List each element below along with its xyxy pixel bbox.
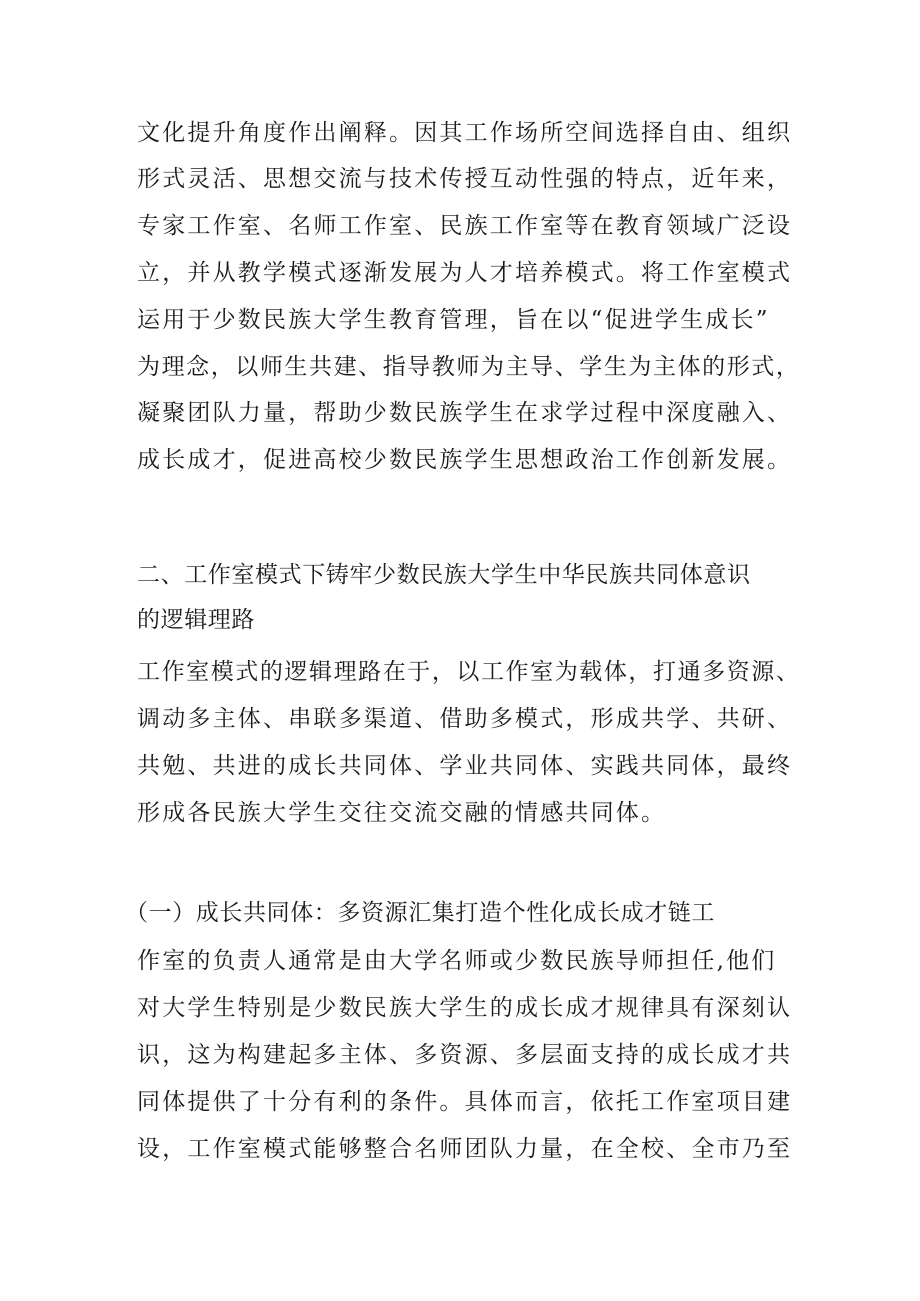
text-line: 为理念，以师生共建、指导教师为主导、学生为主体的形式， [137,354,801,380]
text-line: 识，这为构建起多主体、多资源、多层面支持的成长成才共 [137,1042,793,1068]
text-line: 工作室模式的逻辑理路在于，以工作室为载体，打通多资源、 [137,659,801,685]
text-line: 调动多主体、串联多渠道、借助多模式，形成共学、共研、 [137,706,793,732]
text-line: 设，工作室模式能够整合名师团队力量，在全校、全市乃至 [137,1136,793,1162]
text-line: 形成各民族大学生交往交流交融的情感共同体。 [137,800,667,826]
text-line: 作室的负责人通常是由大学名师或少数民族导师担任,他们 [137,948,777,974]
heading-line: 二、工作室模式下铸牢少数民族大学生中华民族共同体意识 [137,562,751,588]
text-line: 共勉、共进的成长共同体、学业共同体、实践共同体，最终 [137,753,793,779]
heading-line: 的逻辑理路 [137,607,255,633]
text-line: 同体提供了十分有利的条件。具体而言，依托工作室项目建 [137,1089,793,1115]
text-line: 凝聚团队力量，帮助少数民族学生在求学过程中深度融入、 [137,400,793,426]
heading-line: （一）成长共同体：多资源汇集打造个性化成长成才链工 [125,900,715,926]
text-line: 对大学生特别是少数民族大学生的成长成才规律具有深刻认 [137,995,793,1021]
text-line: 立，并从教学模式逐渐发展为人才培养模式。将工作室模式 [137,260,793,286]
text-line: 文化提升角度作出阐释。因其工作场所空间选择自由、组织 [137,120,793,146]
text-line: 成长成才，促进高校少数民族学生思想政治工作创新发展。 [137,447,793,473]
text-line: 形式灵活、思想交流与技术传授互动性强的特点，近年来， [137,166,793,192]
text-line: 专家工作室、名师工作室、民族工作室等在教育领域广泛设 [137,213,793,239]
text-line: 运用于少数民族大学生教育管理，旨在以“促进学生成长” [137,307,770,333]
